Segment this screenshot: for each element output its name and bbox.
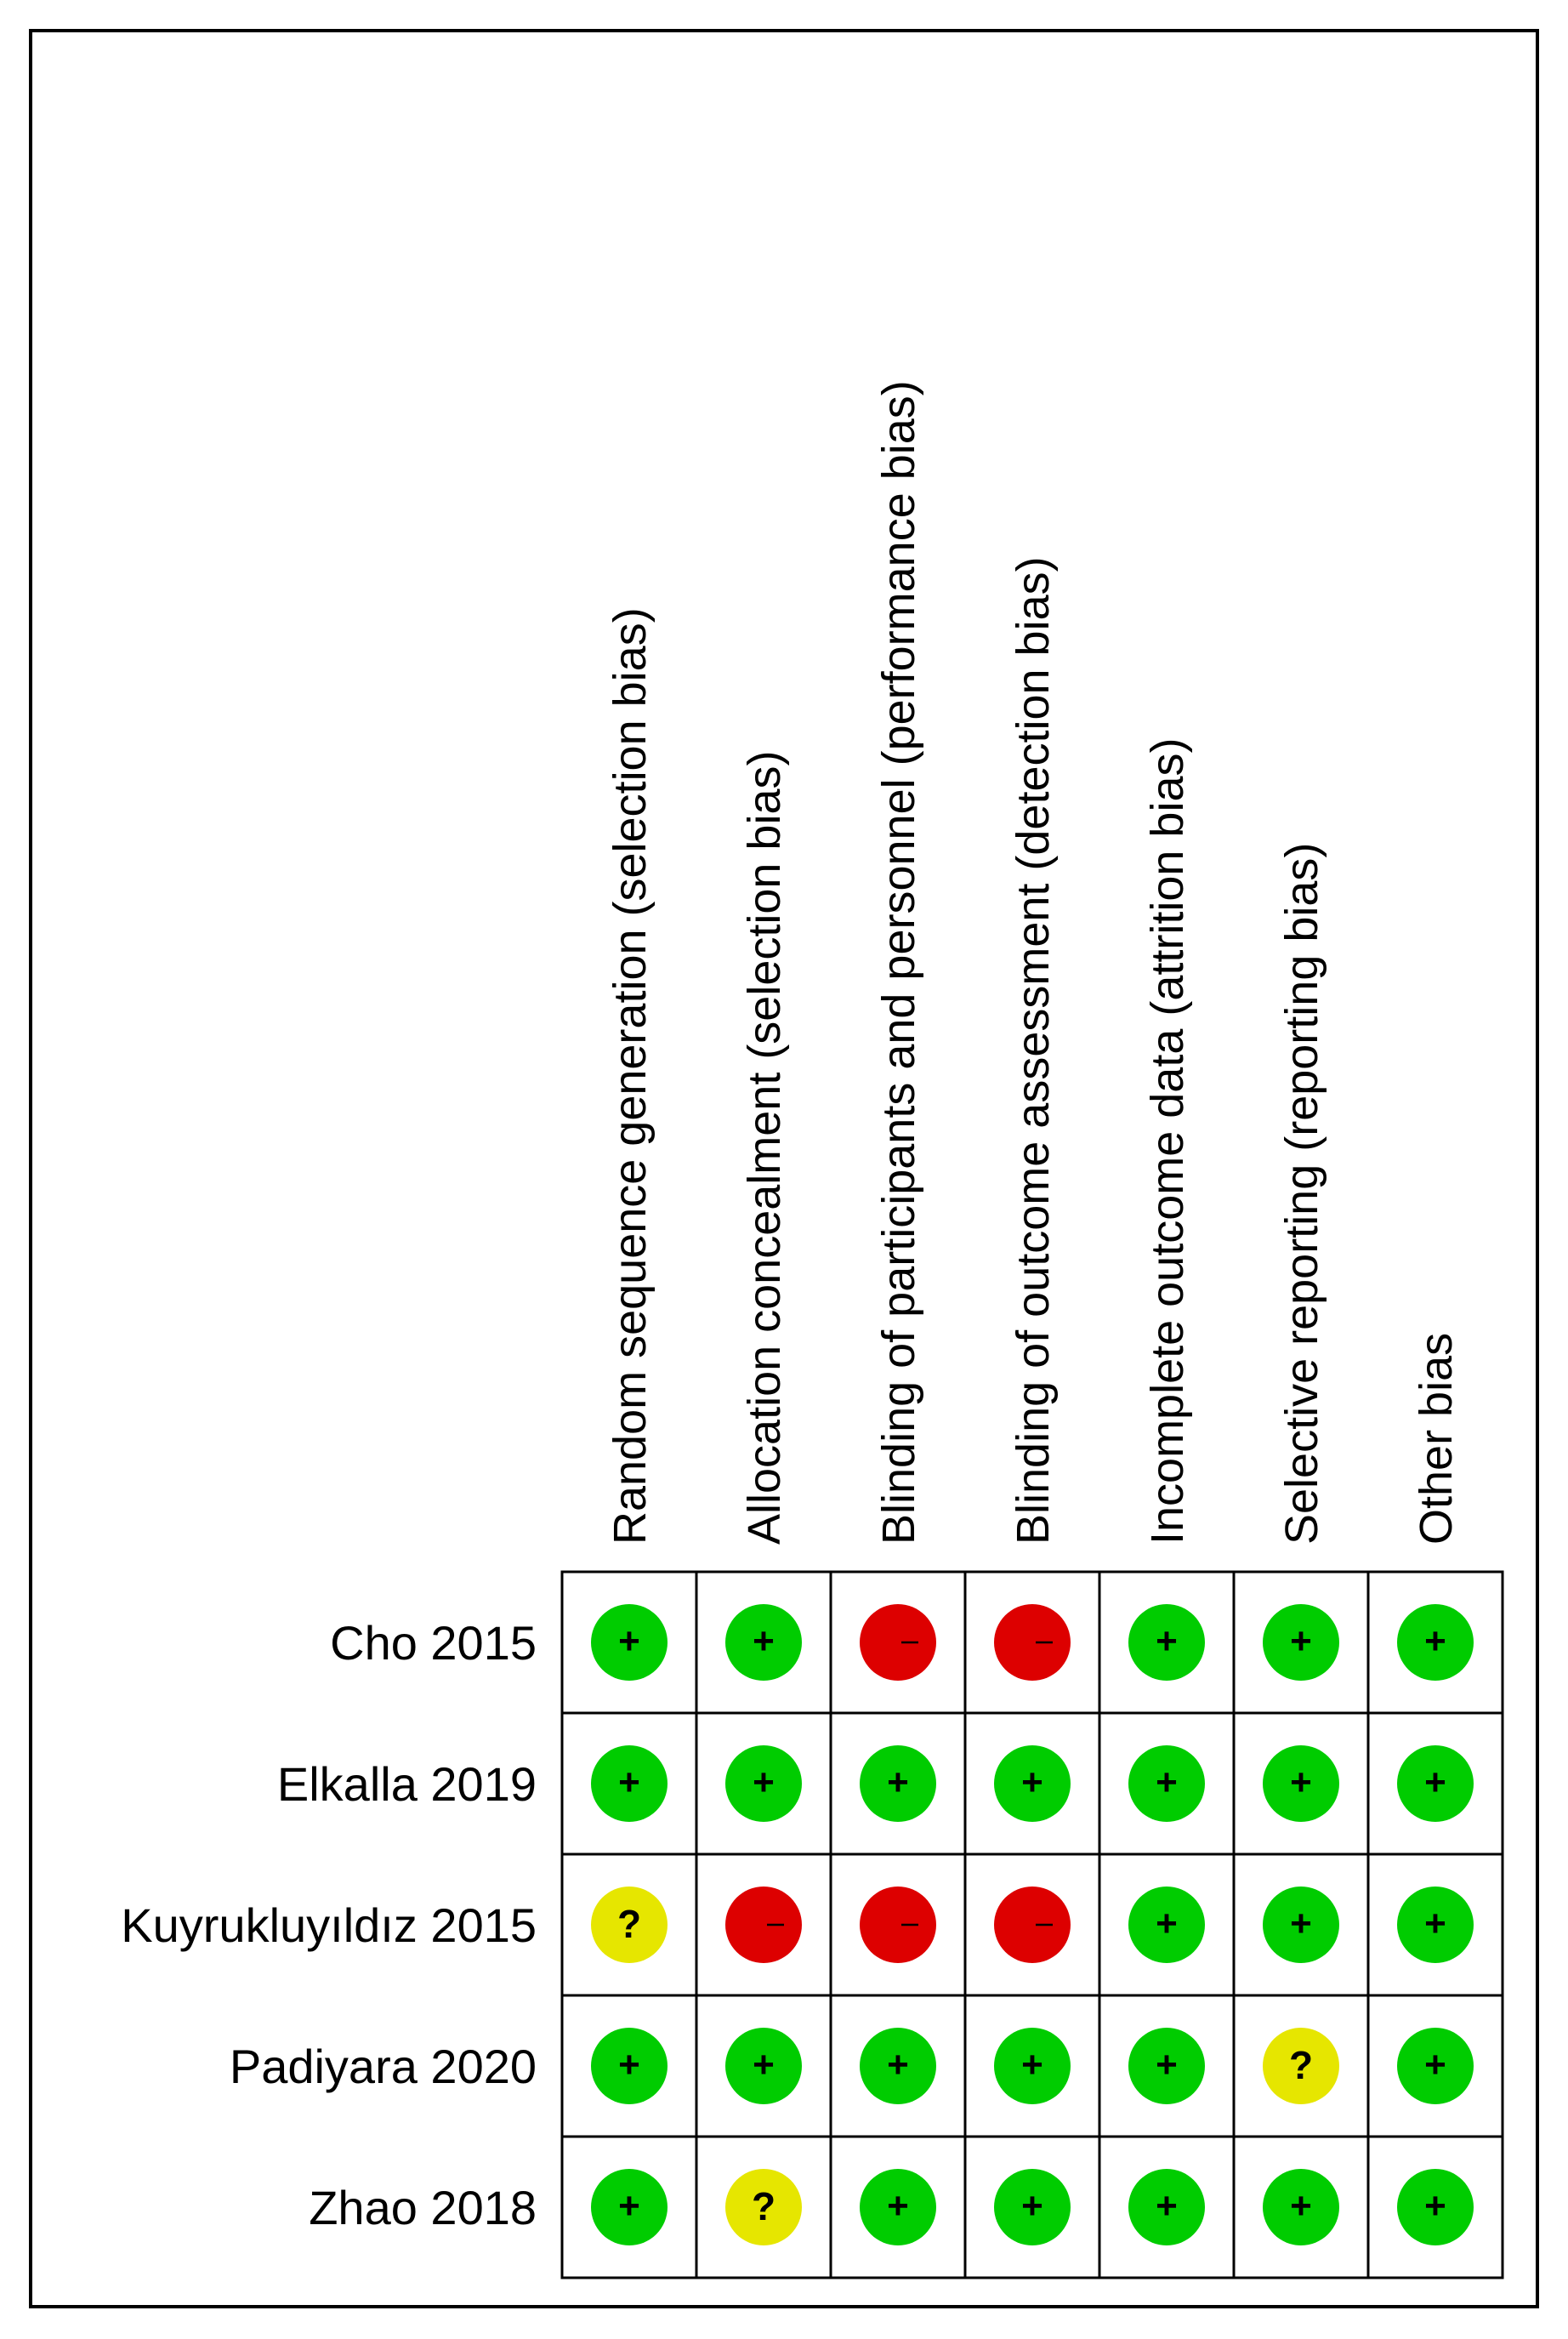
judgement-low-marker	[725, 1604, 802, 1681]
judgement-low-marker	[1128, 1887, 1205, 1963]
study-labels	[121, 1616, 537, 2234]
judgement-low-marker	[1263, 2169, 1339, 2245]
plus-icon: +	[1290, 1761, 1312, 1803]
judgement-high-marker	[725, 1887, 802, 1963]
judgement-low-marker	[1397, 1604, 1474, 1681]
judgement-low-marker	[1263, 1887, 1339, 1963]
plus-icon: +	[618, 2044, 640, 2086]
question-icon: ?	[616, 1902, 642, 1946]
plus-icon: +	[1424, 1761, 1446, 1803]
domain-label: Allocation concealment (selection bias)	[739, 750, 790, 1545]
domain-label: Random sequence generation (selection bias)	[605, 607, 656, 1545]
plus-icon: +	[1424, 1903, 1446, 1944]
judgement-circle	[860, 1887, 936, 1963]
domain-labels	[605, 380, 1462, 1545]
judgement-low-marker	[591, 2028, 668, 2104]
judgement-low-marker	[591, 1604, 668, 1681]
plus-icon: +	[753, 1761, 775, 1803]
judgement-low-marker	[994, 2169, 1071, 2245]
judgement-low-marker	[1263, 1745, 1339, 1822]
judgement-low-marker	[994, 1745, 1071, 1822]
plus-icon: +	[1021, 2044, 1043, 2086]
judgement-low-marker	[994, 2028, 1071, 2104]
judgement-low-marker	[725, 1745, 802, 1822]
judgement-high-marker	[860, 1604, 936, 1681]
question-icon: ?	[1288, 2043, 1314, 2087]
judgement-low-marker	[1263, 1604, 1339, 1681]
plus-icon: +	[753, 1620, 775, 1662]
judgement-low-marker	[1397, 1745, 1474, 1822]
judgement-low-marker	[591, 2169, 668, 2245]
judgement-cells	[591, 1604, 1474, 2245]
plus-icon: +	[1290, 1620, 1312, 1662]
judgement-unclear-marker	[591, 1887, 668, 1963]
domain-label: Incomplete outcome data (attrition bias)	[1142, 737, 1193, 1545]
plus-icon: +	[618, 1620, 640, 1662]
plus-icon: +	[618, 2185, 640, 2227]
judgement-low-marker	[1397, 1887, 1474, 1963]
plus-icon: +	[887, 1761, 909, 1803]
judgement-low-marker	[1397, 2028, 1474, 2104]
plus-icon: +	[1156, 2185, 1178, 2227]
judgement-low-marker	[1128, 2169, 1205, 2245]
judgement-low-marker	[860, 2028, 936, 2104]
domain-label: Selective reporting (reporting bias)	[1276, 842, 1327, 1545]
judgement-circle	[725, 1887, 802, 1963]
plus-icon: +	[1156, 1620, 1178, 1662]
judgement-circle	[994, 1604, 1071, 1681]
judgement-unclear-marker	[725, 2169, 802, 2245]
question-icon: ?	[751, 2184, 776, 2228]
judgement-circle	[860, 1604, 936, 1681]
plus-icon: +	[1156, 1761, 1178, 1803]
plus-icon: +	[1156, 1903, 1178, 1944]
judgement-low-marker	[1128, 1604, 1205, 1681]
judgement-high-marker	[994, 1887, 1071, 1963]
domain-label: Blinding of participants and personnel (performance bias)	[873, 380, 924, 1545]
judgement-low-marker	[1128, 1745, 1205, 1822]
plus-icon: +	[1424, 2044, 1446, 2086]
plus-icon: +	[1290, 1903, 1312, 1944]
judgement-low-marker	[860, 2169, 936, 2245]
plus-icon: +	[887, 2185, 909, 2227]
study-label: Kuyrukluyıldız 2015	[121, 1898, 537, 1952]
plus-icon: +	[1156, 2044, 1178, 2086]
judgement-low-marker	[591, 1745, 668, 1822]
judgement-low-marker	[860, 1745, 936, 1822]
study-label: Cho 2015	[330, 1616, 537, 1670]
plus-icon: +	[1290, 2185, 1312, 2227]
plus-icon: +	[753, 2044, 775, 2086]
plus-icon: +	[1424, 1620, 1446, 1662]
judgement-low-marker	[1397, 2169, 1474, 2245]
plus-icon: +	[618, 1761, 640, 1803]
plus-icon: +	[887, 2044, 909, 2086]
plus-icon: +	[1021, 2185, 1043, 2227]
study-label: Elkalla 2019	[276, 1757, 537, 1811]
judgement-low-marker	[725, 2028, 802, 2104]
judgement-high-marker	[860, 1887, 936, 1963]
study-label: Padiyara 2020	[229, 2040, 537, 2093]
plus-icon: +	[1021, 1761, 1043, 1803]
plus-icon: +	[1424, 2185, 1446, 2227]
judgement-high-marker	[994, 1604, 1071, 1681]
judgement-unclear-marker	[1263, 2028, 1339, 2104]
judgement-circle	[994, 1887, 1071, 1963]
study-label: Zhao 2018	[309, 2181, 537, 2234]
domain-label: Blinding of outcome assessment (detection bias)	[1008, 556, 1059, 1545]
judgement-low-marker	[1128, 2028, 1205, 2104]
domain-label: Other bias	[1411, 1332, 1462, 1545]
